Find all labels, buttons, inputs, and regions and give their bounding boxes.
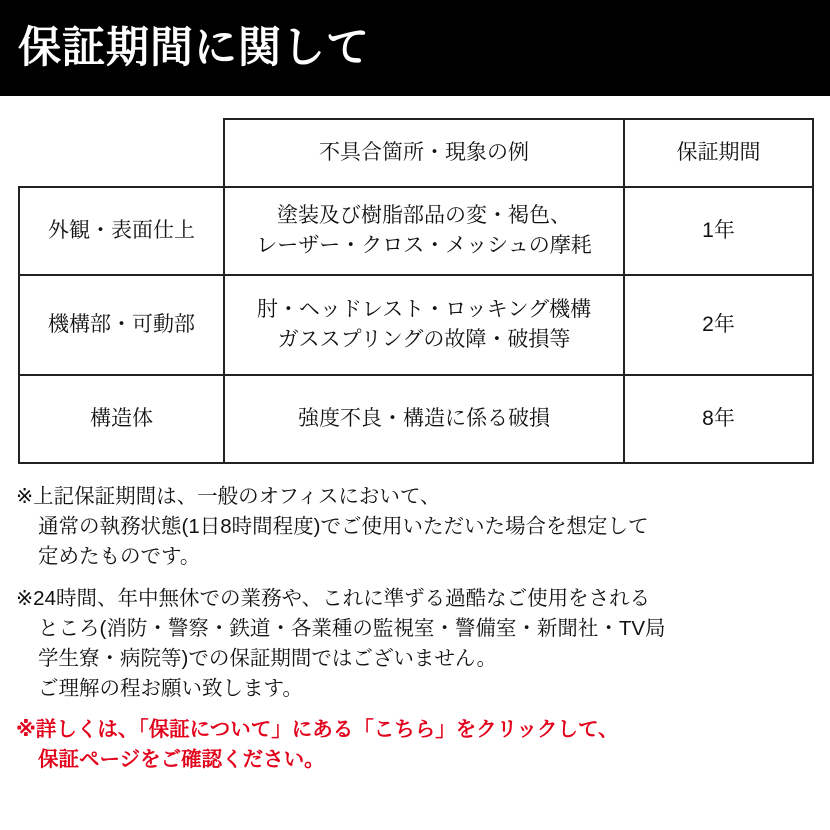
warning-note [16, 715, 814, 775]
row-symptom-lines [231, 404, 617, 434]
note-item [16, 584, 814, 704]
header-cell-symptom: 不具合箇所・現象の例 [224, 119, 624, 187]
notes-section [0, 464, 830, 775]
note-item [16, 482, 814, 572]
row-symptom-line: 強度不良・構造に係る破損 [298, 407, 550, 431]
row-category: 機構部・可動部 [19, 275, 224, 375]
page-header [0, 0, 830, 96]
warranty-table [18, 118, 814, 464]
table-row [19, 187, 813, 275]
row-period: 1年 [624, 187, 813, 275]
row-period: 2年 [624, 275, 813, 375]
table-row [19, 275, 813, 375]
header-cell-period: 保証期間 [624, 119, 813, 187]
row-symptom-line: ガススプリングの故障・破損等 [277, 328, 571, 351]
note-line: ご理解の程お願い致します。 [38, 676, 303, 700]
row-symptom [224, 187, 624, 275]
warranty-table-wrap [0, 96, 830, 464]
note-line: ※上記保証期間は、一般のオフィスにおいて、 [16, 485, 441, 508]
header-cell-blank [19, 119, 224, 187]
row-symptom-line: 塗装及び樹脂部品の変・褐色、 [277, 204, 571, 228]
note-line: 通常の執務状態(1日8時間程度)でご使用いただいた場合を想定して [38, 514, 649, 538]
row-symptom [224, 275, 624, 375]
row-symptom-line: 肘・ヘッドレスト・ロッキング機構 [256, 298, 592, 322]
table-header [19, 119, 813, 187]
table-row [19, 375, 813, 463]
table-header-row [19, 119, 813, 187]
table-body [19, 187, 813, 463]
row-symptom-lines [231, 295, 617, 355]
page-title: 保証期間に関して [18, 23, 370, 72]
row-symptom [224, 375, 624, 463]
warning-line: 保証ページをご確認ください。 [38, 748, 325, 772]
note-line: 学生寮・病院等)での保証期間ではございません。 [38, 646, 498, 670]
row-category: 外観・表面仕上 [19, 187, 224, 275]
warning-line: ※詳しくは、「保証について」にある「こちら」をクリックして、 [16, 718, 619, 742]
row-category: 構造体 [19, 375, 224, 463]
row-period: 8年 [624, 375, 813, 463]
note-line: ところ(消防・警察・鉄道・各業種の監視室・警備室・新聞社・TV局 [38, 616, 666, 640]
row-symptom-lines [231, 201, 617, 261]
note-line: ※24時間、年中無休での業務や、これに準ずる過酷なご使用をされる [16, 586, 651, 610]
note-line: 定めたものです。 [38, 544, 201, 568]
row-symptom-line: レーザー・クロス・メッシュの摩耗 [256, 234, 592, 257]
